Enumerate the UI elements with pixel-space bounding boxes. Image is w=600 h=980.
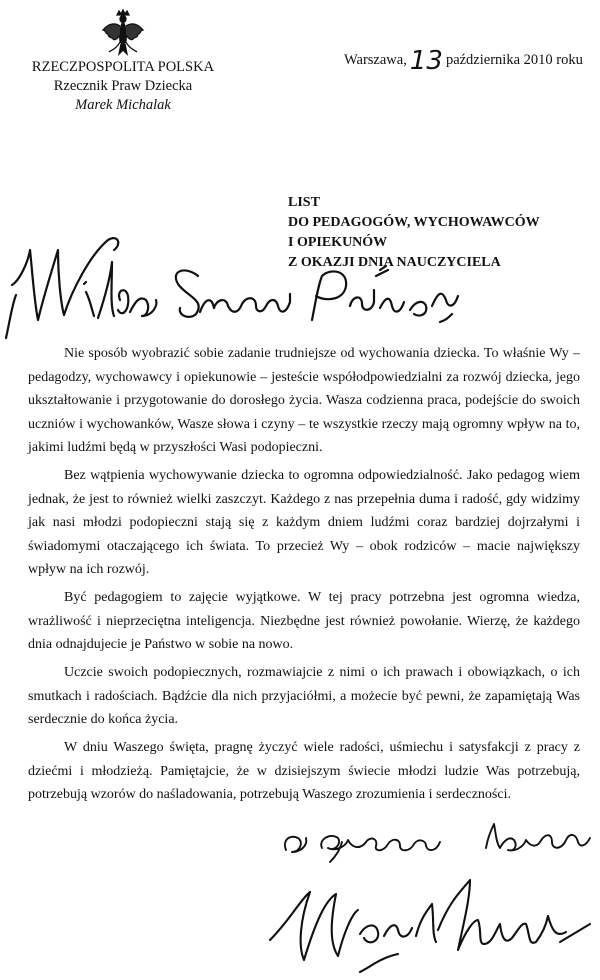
letter-title-line: LIST xyxy=(288,195,320,210)
salutation-text xyxy=(0,0,1,1)
paragraph: W dniu Waszego święta, pragnę życzyć wiele radości, uśmiechu i satysfakcji z pracy z dziećmi i młodzieżą. Pamiętajcie, że w dzisiejszym świecie młodzi ludzie Was potrzebują, potrzebują wzorów do naśladowania, potrzebują Waszego zrozumienia i serdeczności. xyxy=(28,740,580,802)
paragraph: Nie sposób wyobrazić sobie zadanie trudniejsze od wychowania dziecka. To właśnie Wy – pedagodzy, wychowawcy i opiekunowie – jesteście współodpowiedzialni za rozwój dziecka, jego ukształtowanie i przygotowanie do dorosłego życia. Wasza codzienna praca, podejście do swoich uczniów i wychowanków, Wasze słowa i czyny – te wszystkie rzeczy mają ogromny wpływ na to, jakimi ludźmi będą w przyszłości Wasi podopieczni. xyxy=(28,346,580,455)
letter-body xyxy=(28,342,580,811)
handwritten-closing xyxy=(285,824,590,862)
handwritten-signature xyxy=(270,880,590,972)
closing-text xyxy=(0,0,1,1)
place-and-date xyxy=(344,46,583,76)
paragraph: Uczcie swoich podopiecznych, rozmawiajcie z nimi o ich prawach i obowiązkach, o ich smutkach i radościach. Bądźcie dla nich przyjaciółmi, a możecie być pewni, że zapamiętają Was serdecznie do końca życia. xyxy=(28,665,580,727)
signature-text xyxy=(0,0,1,1)
eagle-emblem-icon xyxy=(100,8,146,58)
sender-person: Marek Michalak xyxy=(75,97,171,113)
sender-country: RZECZPOSPOLITA POLSKA xyxy=(31,59,215,75)
month-year: października 2010 roku xyxy=(445,52,583,68)
letter-title-line: DO PEDAGOGÓW, WYCHOWAWCÓW xyxy=(288,215,540,230)
handwritten-day: 13 xyxy=(409,46,443,76)
place: Warszawa, xyxy=(344,52,407,68)
sender-office: Rzecznik Praw Dziecka xyxy=(53,78,193,94)
paragraph: Bez wątpienia wychowywanie dziecka to ogromna odpowiedzialność. Jako pedagog wiem jednak, że jest to również wielki zaszczyt. Każdego z nas przepełnia duma i radość, gdy widzimy jak nasi młodzi podopieczni stają się z każdym dniem ludźmi coraz bardziej dojrzałymi i świadomymi otaczającego ich świata. To przecież Wy – obok rodziców – macie największy wpływ na ich rozwój. xyxy=(28,468,580,577)
paragraph: Być pedagogiem to zajęcie wyjątkowe. W tej pracy potrzebna jest ogromna wiedza, wrażliwość i nieprzeciętna inteligencja. Niezbędne jest również powołanie. Wierzę, że każdego dnia odnajdujecie je Państwo w sobie na nowo. xyxy=(28,590,580,652)
letter-title-line: I OPIEKUNÓW xyxy=(288,235,388,250)
letter-title-line: Z OKAZJI DNIA NAUCZYCIELA xyxy=(288,255,501,270)
